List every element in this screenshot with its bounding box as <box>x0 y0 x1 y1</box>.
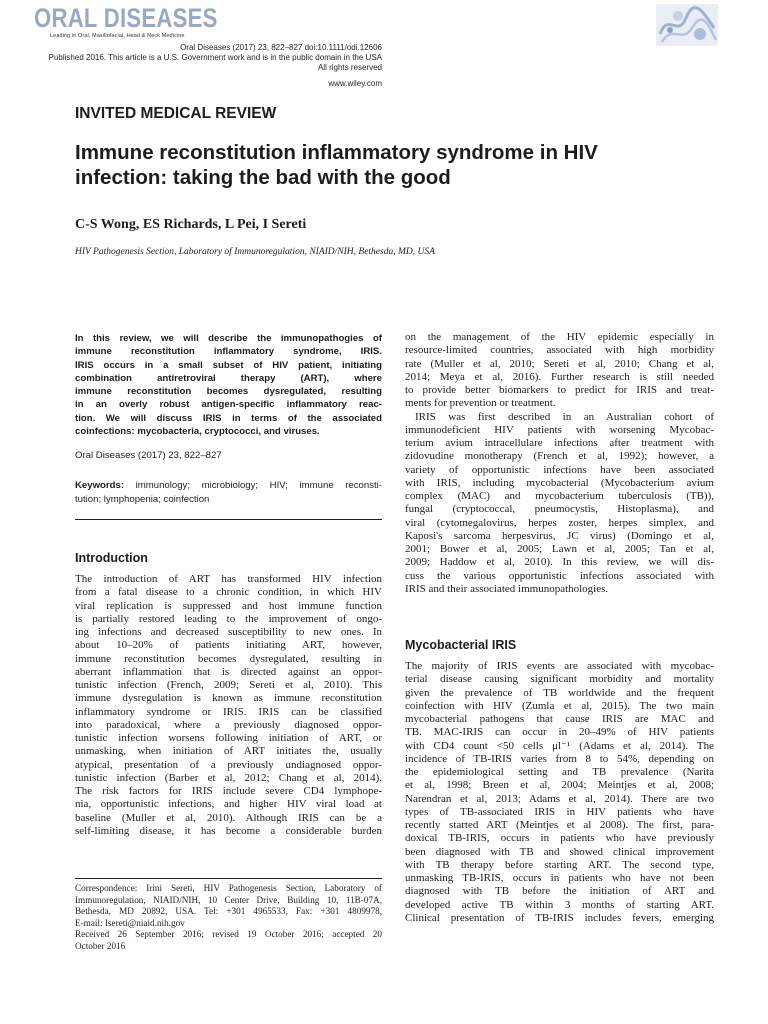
body-line: recently started ART (Meintjes et al 2008). The first, para- <box>405 819 714 831</box>
journal-logo <box>34 3 218 44</box>
keywords-line: immunology; microbiology; HIV; immune reconsti- <box>135 480 383 491</box>
body-line: IRIS and their associated immunopathologies. <box>405 582 609 595</box>
mycobacterial-body <box>405 660 714 925</box>
article-title <box>75 140 695 190</box>
body-line: immune dysregulation is known as immune reconstitution <box>75 692 382 705</box>
body-line: with IRIS, including mycobacterial (Mycobacterium avium <box>405 476 714 489</box>
abstract-line: combination antiretroviral therapy (ART), where <box>75 372 382 384</box>
body-line: developed active TB within 3 months of starting ART. <box>405 898 714 911</box>
body-line: zidovudine monotherapy (French et al, 1992); however, a <box>405 450 714 463</box>
body-line: The introduction of ART has transformed HIV infection <box>75 573 382 585</box>
affiliation: HIV Pathogenesis Section, Laboratory of Immunoregulation, NIAID/NIH, Bethesda, MD, USA <box>75 247 435 257</box>
body-line: inflammatory syndrome or IRIS. IRIS can be classified <box>75 705 382 718</box>
body-line: viral replication is suppressed and host immune function <box>75 599 382 612</box>
body-line: given the prevalence of TB worldwide and the frequent <box>405 686 714 699</box>
body-line: mycobacterial pathogens that cause IRIS are MAC and <box>405 713 714 725</box>
introduction-body <box>75 573 382 838</box>
body-line: ments for prevention or treatment. <box>405 397 556 410</box>
article-citation: Oral Diseases (2017) 23, 822–827 <box>75 450 222 461</box>
body-line: unmasking, when initiation of ART initiates the, usually <box>75 745 382 758</box>
title-line: infection: taking the bad with the good <box>75 166 451 189</box>
body-line: terial disease causing significant morbidity and mortality <box>405 673 714 686</box>
body-line: been diagnosed with TB and showed clinical improvement <box>405 845 714 858</box>
body-line: nia, opportunistic infections, and higher HIV viral load at <box>75 798 382 811</box>
footnote-line: Correspondence: Irini Sereti, HIV Pathogenesis Section, Laboratory of <box>75 883 382 893</box>
body-line: tunistic infection (French, 2009; Sereti et al, 2010). This <box>75 679 382 691</box>
body-line: ing infections and decreased susceptibility to new ones. In <box>75 626 382 638</box>
body-line: terium avium intracellulare infections after treatment with <box>405 437 714 449</box>
abstract-line: In this review, we will describe the immunopathogies of <box>75 333 382 344</box>
keywords <box>75 479 382 506</box>
published-line: Published 2016. This article is a U.S. Government work and is in the public domain in the USA <box>48 53 382 62</box>
body-line: tunistic infection worsens following initiation of ART, or <box>75 732 382 744</box>
body-line: types of TB-associated IRIS in HIV patients who have <box>405 805 714 818</box>
body-line: Kaposi's sarcoma herpesvirus, JC virus) (Domingo et al, <box>405 529 714 542</box>
website-link[interactable]: www.wiley.com <box>328 79 382 88</box>
body-line: self-limiting disease, it has become a considerable burden <box>75 824 382 837</box>
keywords-label: Keywords: <box>75 480 125 491</box>
body-line: complex (MAC) and mycobacterium tuberculosis (TB)), <box>405 490 714 502</box>
body-line: incidence of TB-IRIS varies from 8 to 54%, depending on <box>405 752 714 765</box>
body-line: IRIS was first described in an Australian cohort of <box>415 410 714 423</box>
body-line: Narendran et al, 2013; Adams et al, 2014). There are two <box>405 792 714 805</box>
footnote-line: Immunoregulation, NIAID/NIH, 10 Center Drive, Building 10, 11B-07A, <box>75 894 382 905</box>
body-line: diagnosed with TB before the initiation of ART and <box>405 885 714 898</box>
body-line: coinfection with HIV (Zumla et al, 2015). The two main <box>405 699 714 712</box>
body-line: with TB therapy before starting ART. The second type, <box>405 858 714 871</box>
body-line: immunodeficient HIV patients with worsening Mycobac- <box>405 423 714 436</box>
body-line: with CD4 count <50 cells μl⁻¹ (Adams et al, 2014). The <box>405 739 714 752</box>
body-line: on the management of the HIV epidemic especially in <box>405 331 714 343</box>
body-line: atypical, presentation of a previously undiagnosed oppor- <box>75 758 382 771</box>
author-list: C-S Wong, ES Richards, L Pei, I Sereti <box>75 217 307 232</box>
body-line: resource-limited countries, associated with high morbidity <box>405 344 714 357</box>
rights-line: All rights reserved <box>317 63 382 72</box>
footnote-email[interactable]: E-mail: Isereti@niaid.nih.gov <box>75 917 185 928</box>
body-line: et al, 1998; Breen et al, 2004; Meintjes et al, 2008; <box>405 779 714 792</box>
body-line: fungal (cryptococcal, pneumocystis, Histoplasma), and <box>405 503 714 516</box>
mycobacterial-heading: Mycobacterial IRIS <box>405 638 517 652</box>
abstract-line: coinfections: mycobacteria, cryptococci, and viruses. <box>75 425 320 437</box>
body-line: 2009; Haddow et al, 2010). In this review, we will dis- <box>405 556 714 569</box>
journal-tagline: Leading in Oral, Maxillofacial, Head & Neck Medicine <box>50 33 185 39</box>
body-line: tunistic infection (Barber et al, 2012; Chang et al, 2014). <box>75 771 382 784</box>
body-line: cuss the various opportunistic infections associated with <box>405 569 714 582</box>
body-line: 2001; Bower et al, 2005; Lawn et al, 2005; Tan et al, <box>405 543 714 555</box>
body-line: 2014; Meya et al, 2016). Further research is still needed <box>405 370 714 383</box>
body-line: The majority of IRIS events are associated with mycobac- <box>405 660 714 672</box>
footnote-divider <box>75 878 382 879</box>
body-line: The risk factors for IRIS include severe CD4 lymphope- <box>75 785 382 797</box>
body-line: TB. MAC-IRIS can occur in 20–49% of HIV patients <box>405 726 714 739</box>
citation-line: Oral Diseases (2017) 23, 822–827 doi:10.1111/odi.12606 <box>180 43 382 52</box>
body-line: unmasking TB-IRIS, occurs in patients who have not been <box>405 872 714 884</box>
right-column-body <box>405 331 714 596</box>
body-line: doxical TB-IRIS, occurs in patients who have previously <box>405 832 714 845</box>
abstract <box>75 332 382 438</box>
body-line: viral (cytomegalovirus, herpes zoster, herpes simplex, and <box>405 516 714 529</box>
footnote-line: Bethesda, MD 20892, USA. Tel: +301 4965533, Fax: +301 4809978, <box>75 906 382 917</box>
body-line: rate (Muller et al, 2010; Sereti et al, 2010; Chang et al, <box>405 357 714 370</box>
correspondence-footnote <box>75 883 382 953</box>
introduction-heading: Introduction <box>75 551 148 565</box>
body-line: Clinical presentation of TB-IRIS includes fevers, emerging <box>405 911 714 924</box>
abstract-line: IRIS occurs in a small subset of HIV patient, initiating <box>75 359 382 371</box>
section-label: INVITED MEDICAL REVIEW <box>75 105 277 122</box>
abstract-line: immune reconstitution becomes dysregulated, resulting <box>75 386 382 397</box>
body-line: from a fatal disease to a chronic condition, in which HIV <box>75 586 382 599</box>
body-line: the epidemiological setting and TB prevalence (Narita <box>405 766 714 778</box>
body-line: aberrant inflammation that is directed against an oppor- <box>75 665 382 678</box>
title-line: Immune reconstitution inflammatory syndrome in HIV <box>75 141 598 164</box>
keywords-line: tution; lymphopenia; coinfection <box>75 493 210 505</box>
abstract-line: tion. We will discuss IRIS in terms of the associated <box>75 412 382 424</box>
footnote-line: October 2016 <box>75 940 126 951</box>
divider <box>75 519 382 520</box>
body-line: immune reconstitution becomes dysregulated, resulting in <box>75 652 382 665</box>
abstract-line: immune reconstitution inflammatory syndrome, IRIS. <box>75 346 382 358</box>
body-line: about 10–20% of patients initiating ART, however, <box>75 639 382 652</box>
body-line: to provide better biomarkers to predict for IRIS and treat- <box>405 384 714 396</box>
journal-cover-image <box>656 4 718 46</box>
body-line: variety of opportunistic infections have been associated <box>405 463 714 476</box>
abstract-line: in an overly robust antigen-specific inflammatory reac- <box>75 399 382 411</box>
journal-name: ORAL DISEASES <box>34 3 218 33</box>
body-line: baseline (Muller et al, 2010). Although IRIS can be a <box>75 811 382 824</box>
body-line: into paradoxical, where a previously diagnosed oppor- <box>75 718 382 731</box>
footnote-line: Received 26 September 2016; revised 19 October 2016; accepted 20 <box>75 929 382 940</box>
body-line: is partially restored leading to the improvement of ongo- <box>75 612 382 625</box>
